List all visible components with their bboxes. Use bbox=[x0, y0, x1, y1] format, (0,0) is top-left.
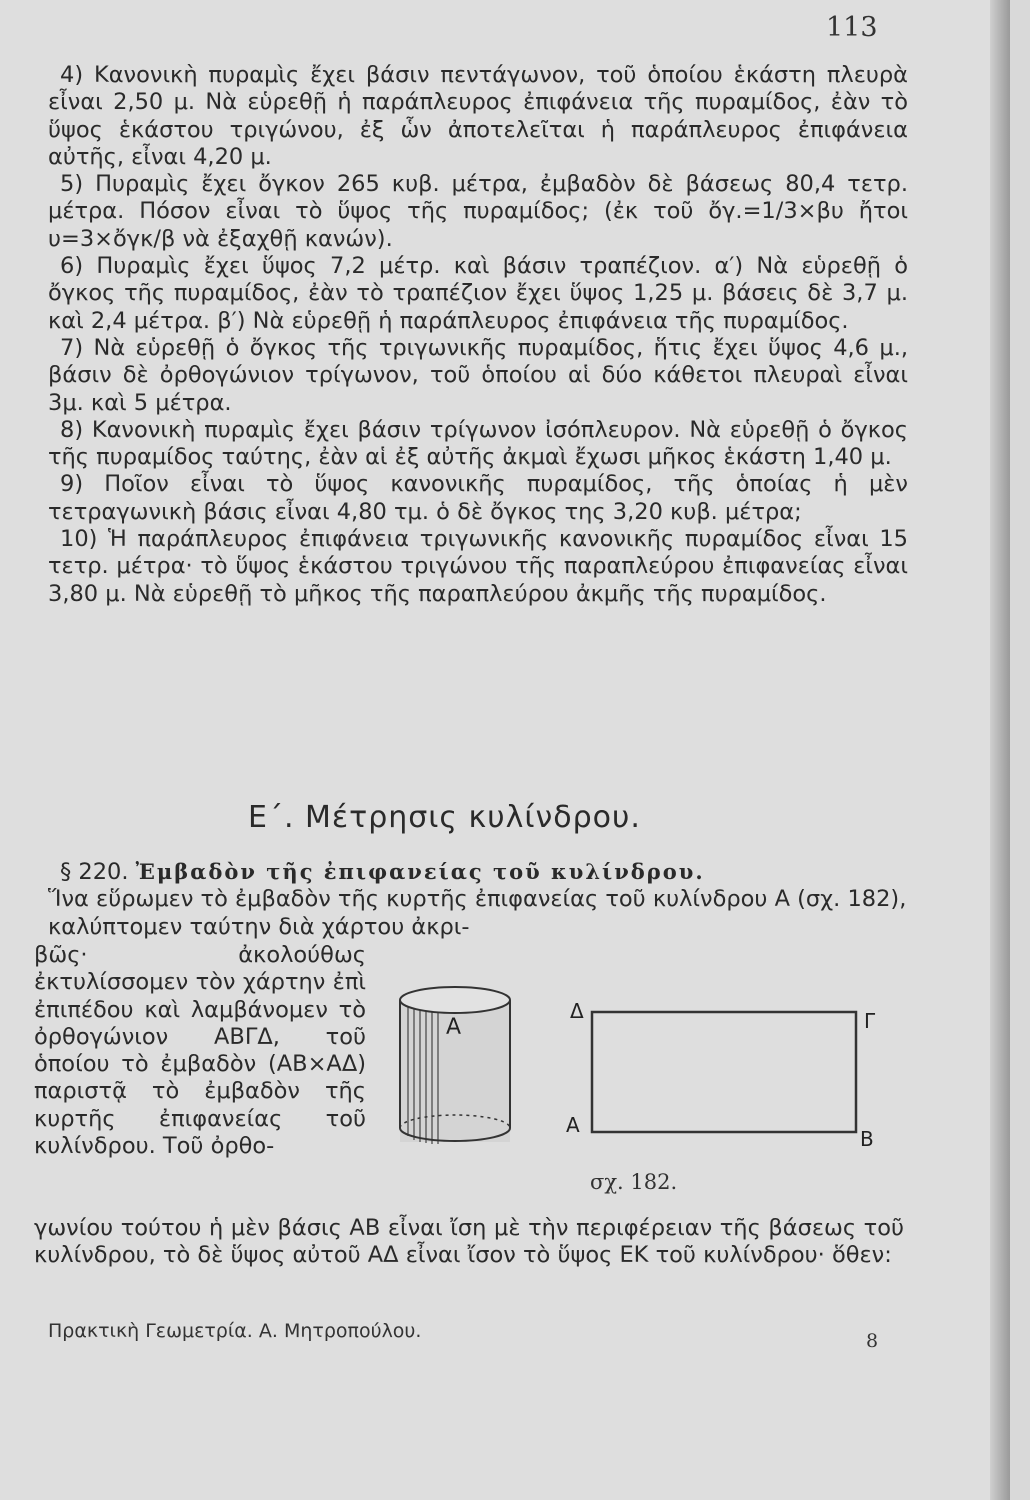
figure-182 bbox=[380, 960, 900, 1200]
paragraph-heading: Ἐμβαδὸν τῆς ἐπιφανείας τοῦ κυλίνδρου. bbox=[135, 859, 705, 884]
problem-8: 8) Κανονικὴ πυραμὶς ἔχει βάσιν τρίγωνον ἰσόπλευρον. Νὰ εὑρεθῇ ὁ ὄγκος τῆς πυραμίδος ταύτης, ἐὰν αἱ ἐξ αὐτῆς ἀκμαὶ ἔχωσι μῆκος ἑκάστη 1,40 μ. bbox=[48, 416, 908, 471]
section-heading: Ε΄. Μέτρησις κυλίνδρου. bbox=[248, 800, 641, 835]
problem-7: 7) Νὰ εὑρεθῇ ὁ ὄγκος τῆς τριγωνικῆς πυραμίδος, ἥτις ἔχει ὕψος 4,6 μ., βάσιν δὲ ὀρθογώνιον τρίγωνον, τοῦ ὁποίου αἱ δύο κάθετοι πλευραὶ εἶναι 3μ. καὶ 5 μέτρα. bbox=[48, 334, 908, 416]
page-edge-shadow bbox=[990, 0, 1010, 1500]
footer-signature: 8 bbox=[866, 1330, 879, 1352]
page-number: 113 bbox=[826, 12, 878, 43]
cylinder-drawing bbox=[400, 987, 510, 1144]
paragraph-number: § 220. bbox=[60, 859, 129, 885]
paragraph-220-heading-line bbox=[48, 858, 908, 886]
footer-book-title: Πρακτικὴ Γεωμετρία. Α. Μητροπούλου. bbox=[48, 1320, 422, 1342]
problem-list bbox=[48, 62, 908, 608]
vertex-label-G: Γ bbox=[864, 1009, 876, 1033]
figure-182-drawing bbox=[380, 960, 900, 1200]
problem-9: 9) Ποῖον εἶναι τὸ ὕψος κανονικῆς πυραμίδος, τῆς ὁποίας ἡ μὲν τετραγωνικὴ βάσις εἶναι 4,80 τμ. ὁ δὲ ὄγκος της 3,20 κυβ. μέτρα; bbox=[48, 471, 908, 525]
vertex-label-D: Δ bbox=[570, 999, 584, 1023]
rectangle-drawing bbox=[566, 999, 876, 1151]
vertex-label-B: Β bbox=[860, 1127, 874, 1151]
vertex-label-A: Α bbox=[566, 1113, 580, 1137]
paragraph-220-intro bbox=[48, 858, 908, 941]
problem-4: 4) Κανονικὴ πυραμὶς ἔχει βάσιν πεντάγωνον, τοῦ ὁποίου ἑκάστη πλευρὰ εἶναι 2,50 μ. Νὰ εὑρεθῇ ἡ παράπλευρος ἐπιφάνεια τῆς πυραμίδος, ἐὰν τὸ ὕψος ἑκάστου τριγώνου, ἐξ ὧν ἀποτελεῖται ἡ παράπλευρος ἐπιφάνεια αὐτῆς, εἶναι 4,20 μ. bbox=[48, 62, 908, 170]
cylinder-label: Α bbox=[446, 1015, 462, 1040]
problem-6: 6) Πυραμὶς ἔχει ὕψος 7,2 μέτρ. καὶ βάσιν τραπέζιον. α′) Νὰ εὑρεθῇ ὁ ὄγκος τῆς πυραμίδος, ἐὰν τὸ τραπέζιον ἔχει ὕψος 1,25 μ. βάσεις δὲ 3,7 μ. καὶ 2,4 μέτρα. β′) Νὰ εὑρεθῇ ἡ παράπλευρος ἐπιφάνεια τῆς πυραμίδος. bbox=[48, 253, 908, 334]
problem-5: 5) Πυραμὶς ἔχει ὄγκον 265 κυβ. μέτρα, ἐμβαδὸν δὲ βάσεως 80,4 τετρ. μέτρα. Πόσον εἶναι τὸ ὕψος τῆς πυραμίδος; (ἐκ τοῦ ὄγ.=1/3×βυ ἤτοι υ=3×ὄγκ/β νὰ ἐξαχθῇ κανών). bbox=[48, 171, 908, 252]
problem-10: 10) Ἡ παράπλευρος ἐπιφάνεια τριγωνικῆς κανονικῆς πυραμίδος εἶναι 15 τετρ. μέτρα· τὸ ὕψος ἑκάστου τριγώνου τῆς παραπλεύρου ἐπιφανείας εἶναι 3,80 μ. Νὰ εὑρεθῇ τὸ μῆκος τῆς παραπλεύρου ἀκμῆς τῆς πυραμίδος. bbox=[48, 526, 908, 607]
paragraph-220-continuation: γωνίου τούτου ἡ μὲν βάσις ΑΒ εἶναι ἴση μὲ τὴν περιφέρειαν τῆς βάσεως τοῦ κυλίνδρου, τὸ δὲ ὕψος αὐτοῦ ΑΔ εἶναι ἴσον τὸ ὕψος ΕΚ τοῦ κυλίνδρου· ὅθεν: bbox=[34, 1215, 904, 1269]
paragraph-220-wrapped-text: βῶς· ἀκολούθως ἐκτυλίσσομεν τὸν χάρτην ἐπὶ ἐπιπέδου καὶ λαμβάνομεν τὸ ὀρθογώνιον ΑΒΓΔ, τοῦ ὁποίου τὸ ἐμβαδὸν (ΑΒ×ΑΔ) παριστᾷ τὸ ἐμβαδὸν τῆς κυρτῆς ἐπιφανείας τοῦ κυλίνδρου. Τοῦ ὀρθο- bbox=[34, 942, 366, 1160]
paragraph-220-line1: Ἵνα εὕρωμεν τὸ ἐμβαδὸν τῆς κυρτῆς ἐπιφανείας τοῦ κυλίνδρου Α (σχ. 182), καλύπτομεν ταύτην διὰ χάρτου ἀκρι- bbox=[48, 886, 907, 940]
figure-caption: σχ. 182. bbox=[590, 1170, 678, 1194]
